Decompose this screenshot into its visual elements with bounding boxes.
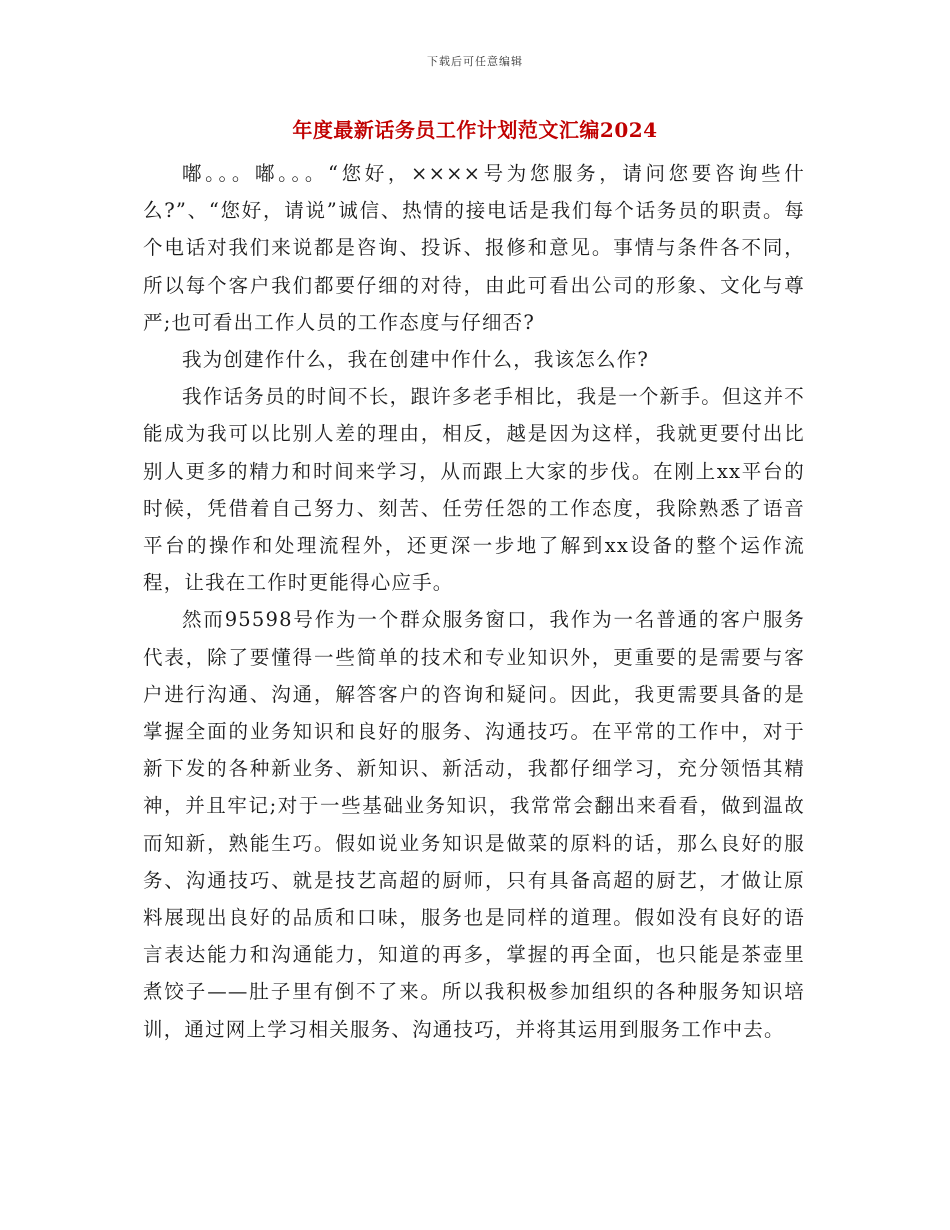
- paragraph-4: 然而95598号作为一个群众服务窗口，我作为一名普通的客户服务代表，除了要懂得一些简单的技术和专业知识外，更重要的是需要与客户进行沟通、沟通，解答客户的咨询和疑问。因此，我更需要具备的是掌握全面的业务知识和良好的服务、沟通技巧。在平常的工作中，对于新下发的各种新业务、新知识、新活动，我都仔细学习，充分领悟其精神，并且牢记;对于一些基础业务知识，我常常会翻出来看看，做到温故而知新，熟能生巧。假如说业务知识是做菜的原料的话，那么良好的服务、沟通技巧、就是技艺高超的厨师，只有具备高超的厨艺，才做让原料展现出良好的品质和口味，服务也是同样的道理。假如没有良好的语言表达能力和沟通能力，知道的再多，掌握的再全面，也只能是茶壶里煮饺子——肚子里有倒不了来。所以我积极参加组织的各种服务知识培训，通过网上学习相关服务、沟通技巧，并将其运用到服务工作中去。: [143, 608, 805, 1041]
- document-title: 年度最新话务员工作计划范文汇编2024: [292, 118, 658, 142]
- paragraph-1: 嘟。。。嘟。。。“您好，××××号为您服务，请问您要咨询些什么?”、“您好，请说”诚信、热情的接电话是我们每个话务员的职责。每个电话对我们来说都是咨询、投诉、报修和意见。事情与条件各不同，所以每个客户我们都要仔细的对待，由此可看出公司的形象、文化与尊严;也可看出工作人员的工作态度与仔细否?: [143, 162, 805, 334]
- document-body: [143, 155, 805, 1048]
- paragraph-2: 我为创建作什么，我在创建中作什么，我该怎么作?: [182, 348, 650, 372]
- paragraph-3: 我作话务员的时间不长，跟许多老手相比，我是一个新手。但这并不能成为我可以比别人差的理由，相反，越是因为这样，我就更要付出比别人更多的精力和时间来学习，从而跟上大家的步伐。在刚上xx平台的时候，凭借着自己努力、刻苦、任劳任怨的工作态度，我除熟悉了语音平台的操作和处理流程外，还更深一步地了解到xx设备的整个运作流程，让我在工作时更能得心应手。: [143, 385, 805, 595]
- header-note: 下载后可任意编辑: [427, 55, 523, 68]
